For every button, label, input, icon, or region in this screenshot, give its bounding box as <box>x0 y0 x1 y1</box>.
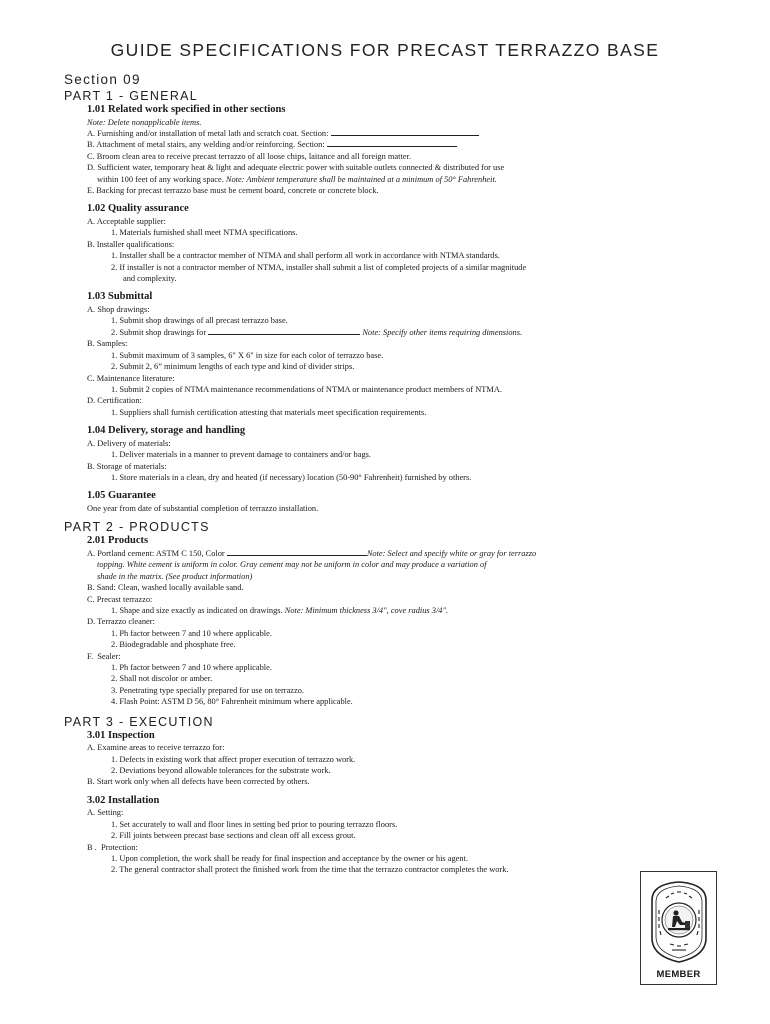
item-line: 1. Deliver materials in a manner to prevent damage to containers and/or bags. <box>111 450 371 460</box>
item-line: 2. Submit 2, 6” minimum lengths of each type and kind of divider strips. <box>111 362 355 372</box>
item-line: 1. Installer shall be a contractor member of NTMA and shall perform all work in accordance with NTMA standards. <box>111 251 500 261</box>
section-label: Section 09 <box>64 72 141 87</box>
item-line: D. Certification: <box>87 396 142 406</box>
item-line: 1. Upon completion, the work shall be ready for final inspection and acceptance by the owner or his agent. <box>111 854 468 864</box>
item-line: topping. White cement is uniform in color. Gray cement may not be uniform in color and may produce a variation of <box>97 560 487 570</box>
item-line: 2. The general contractor shall protect the finished work from the time that the terrazzo contractor completes the work. <box>111 865 509 875</box>
item-line: A. Portland cement: ASTM C 150, Color Note: Select and specify white or gray for terrazzo <box>87 548 537 558</box>
item-line: A. Acceptable supplier: <box>87 217 166 227</box>
item-line: 1. Store materials in a clean, dry and heated (if necessary) location (50-90° Fahrenheit) furnished by others. <box>111 472 472 482</box>
item-line: A. Furnishing and/or installation of metal lath and scratch coat. Section: <box>87 128 624 139</box>
item-line: C. Precast terrazzo: <box>87 594 153 604</box>
item-line: 1. Shape and size exactly as indicated on drawings. Note: Minimum thickness 3/4", cove radius 3/4". <box>111 605 449 615</box>
fill-in-blank <box>208 327 360 335</box>
item-line: 3. Penetrating type specially prepared for use on terrazzo. <box>111 685 305 695</box>
heading-1-05: 1.05 Guarantee <box>87 490 156 502</box>
document-title: GUIDE SPECIFICATIONS FOR PRECAST TERRAZZO BASE <box>110 40 660 60</box>
item-line: E. Backing for precast terrazzo base must be cement board, concrete or concrete block. <box>87 186 379 196</box>
heading-1-04: 1.04 Delivery, storage and handling <box>87 425 246 437</box>
heading-3-01: 3.01 Inspection <box>87 729 155 741</box>
item-line: 1. Ph factor between 7 and 10 where applicable. <box>111 663 272 672</box>
heading-3-02: 3.02 Installation <box>87 794 160 806</box>
heading-1-01: 1.01 Related work specified in other sections <box>87 104 286 115</box>
item-line: 1. Submit shop drawings of all precast terrazzo base. <box>111 316 288 326</box>
item-line: B . Protection: <box>87 842 138 852</box>
item-line: shade in the matrix. (See product information) <box>97 571 253 581</box>
item-line: 2. Biodegradable and phosphate free. <box>111 640 236 650</box>
heading-1-03: 1.03 Submittal <box>87 291 153 303</box>
item-line: 1. Defects in existing work that affect proper execution of terrazzo work. <box>111 754 356 764</box>
item-line: A. Examine areas to receive terrazzo for: <box>87 743 225 753</box>
item-line: 4. Flash Point: ASTM D 56, 80° Fahrenheit minimum where applicable. <box>111 697 353 707</box>
item-line: 1. Ph factor between 7 and 10 where applicable. <box>111 628 272 638</box>
spec-content <box>64 88 624 876</box>
ntma-member-badge <box>640 871 717 985</box>
item-line: A. Shop drawings: <box>87 305 150 315</box>
item-line: B. Attachment of metal stairs, any welding and/or reinforcing. Section: <box>87 139 624 150</box>
item-line: A. Setting: <box>87 808 124 818</box>
item-line: A. Delivery of materials: <box>87 438 171 448</box>
item-line: B. Sand: Clean, washed locally available sand. <box>87 583 244 593</box>
part-3-heading: PART 3 - EXECUTION <box>64 714 214 729</box>
heading-2-01: 2.01 Products <box>87 535 149 547</box>
item-line: within 100 feet of any working space. Note: Ambient temperature shall be maintained at a minimum of 50° Fahrenheit. <box>97 174 497 184</box>
part-1-heading: PART 1 - GENERAL <box>64 89 199 103</box>
fill-in-blank <box>227 548 367 556</box>
item-line: F. Sealer: <box>87 651 121 661</box>
item-line: 2. Deviations beyond allowable tolerances for the substrate work. <box>111 766 331 776</box>
fill-in-blank <box>327 139 457 147</box>
item-line: 1. Suppliers shall furnish certification attesting that materials meet specification requirements. <box>111 407 427 417</box>
item-line: D. Terrazzo cleaner: <box>87 617 155 627</box>
part-2-heading: PART 2 - PRODUCTS <box>64 520 210 535</box>
ntma-seal-icon <box>646 876 712 966</box>
item-line: 2. Fill joints between precast base sections and clean off all excess grout. <box>111 831 356 841</box>
item-line: 1. Submit 2 copies of NTMA maintenance recommendations of NTMA or maintenance product members of NTMA. <box>111 384 502 394</box>
item-line: B. Samples: <box>87 339 128 349</box>
member-label: MEMBER <box>656 969 701 980</box>
item-line: C. Maintenance literature: <box>87 373 175 383</box>
item-line: 2. If installer is not a contractor member of NTMA, installer shall submit a list of completed projects of a similar magnitude <box>111 262 527 272</box>
item-line: C. Broom clean area to receive precast terrazzo of all loose chips, laitance and all foreign matter. <box>87 151 411 161</box>
item-line: B. Start work only when all defects have been corrected by others. <box>87 777 310 787</box>
item-line: and complexity. <box>123 274 177 284</box>
item-line: 2. Shall not discolor or amber. <box>111 674 213 684</box>
item-line: One year from date of substantial completion of terrazzo installation. <box>87 503 319 513</box>
fill-in-blank <box>331 128 479 136</box>
item-line: B. Storage of materials: <box>87 461 167 471</box>
item-line: B. Installer qualifications: <box>87 239 175 249</box>
item-line: 1. Set accurately to wall and floor lines in setting bed prior to pouring terrazzo floors. <box>111 819 398 829</box>
item-line: 1. Materials furnished shall meet NTMA specifications. <box>111 228 298 238</box>
note-line: Note: Delete nonapplicable items. <box>87 117 202 127</box>
item-line: 1. Submit maximum of 3 samples, 6" X 6" in size for each color of terrazzo base. <box>111 350 384 360</box>
item-line: 2. Submit shop drawings for Note: Specify other items requiring dimensions. <box>111 327 523 337</box>
heading-1-02: 1.02 Quality assurance <box>87 203 189 215</box>
item-line: D. Sufficient water, temporary heat & light and adequate electric power with suitable outlets connected & distributed for use <box>87 163 505 173</box>
